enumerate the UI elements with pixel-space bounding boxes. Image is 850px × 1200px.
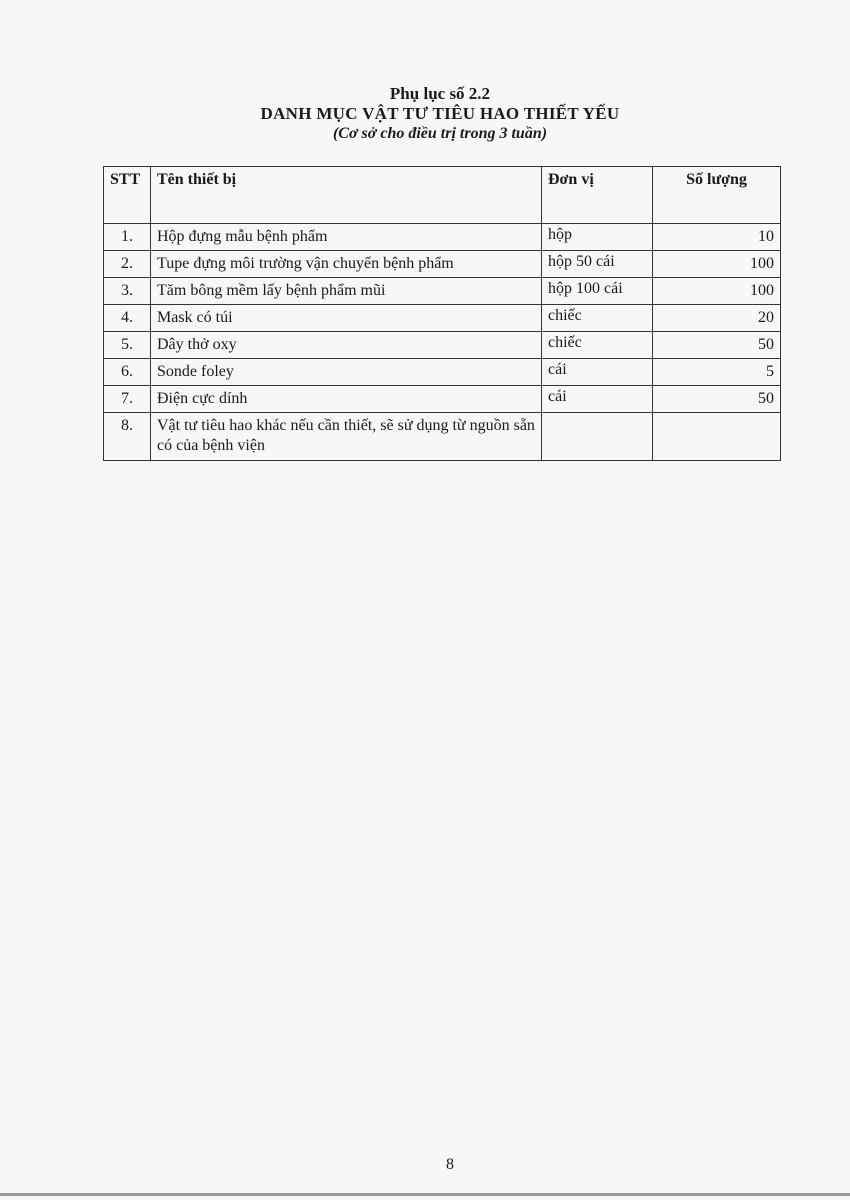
cell-name: Điện cực dính [151,386,542,413]
table-row [104,359,781,386]
cell-qty: 100 [653,278,781,305]
page-number: 8 [446,1156,454,1173]
cell-qty [653,413,781,461]
cell-name: Dây thở oxy [151,332,542,359]
cell-unit: hộp 50 cái [542,251,653,278]
cell-stt: 2. [104,251,151,278]
cell-stt: 3. [104,278,151,305]
cell-name: Mask có túi [151,305,542,332]
document-header [0,84,850,144]
document-subtitle: (Cơ sở cho điều trị trong 3 tuần) [332,125,548,142]
cell-name: Hộp đựng mẫu bệnh phẩm [151,224,542,251]
cell-stt: 4. [104,305,151,332]
cell-qty: 10 [653,224,781,251]
table-row [104,413,781,461]
cell-qty: 5 [653,359,781,386]
supply-table [103,166,781,461]
header-name: Tên thiết bị [151,167,542,224]
cell-stt: 6. [104,359,151,386]
document-title: DANH MỤC VẬT TƯ TIÊU HAO THIẾT YẾU [260,104,620,123]
cell-qty: 100 [653,251,781,278]
header-qty: Số lượng [653,167,781,224]
table-row [104,332,781,359]
cell-unit: cái [542,359,653,386]
table-row [104,251,781,278]
cell-stt: 8. [104,413,151,461]
page-bottom-edge [0,1193,850,1196]
cell-unit: chiếc [542,305,653,332]
cell-name: Vật tư tiêu hao khác nếu cần thiết, sẽ sử dụng từ nguồn sẵn có của bệnh viện [151,413,542,461]
header-unit: Đơn vị [542,167,653,224]
cell-stt: 1. [104,224,151,251]
table-row [104,386,781,413]
table-header-row [104,167,781,224]
cell-unit: hộp [542,224,653,251]
cell-qty: 50 [653,386,781,413]
cell-stt: 5. [104,332,151,359]
table-row [104,278,781,305]
appendix-number: Phụ lục số 2.2 [389,84,491,103]
table-row [104,305,781,332]
cell-name: Tupe đựng môi trường vận chuyển bệnh phẩm [151,251,542,278]
table-row [104,224,781,251]
cell-unit: cái [542,386,653,413]
cell-name: Tăm bông mềm lấy bệnh phẩm mũi [151,278,542,305]
cell-stt: 7. [104,386,151,413]
header-stt: STT [104,167,151,224]
cell-unit [542,413,653,461]
cell-qty: 20 [653,305,781,332]
cell-name: Sonde foley [151,359,542,386]
cell-unit: hộp 100 cái [542,278,653,305]
cell-qty: 50 [653,332,781,359]
cell-unit: chiếc [542,332,653,359]
